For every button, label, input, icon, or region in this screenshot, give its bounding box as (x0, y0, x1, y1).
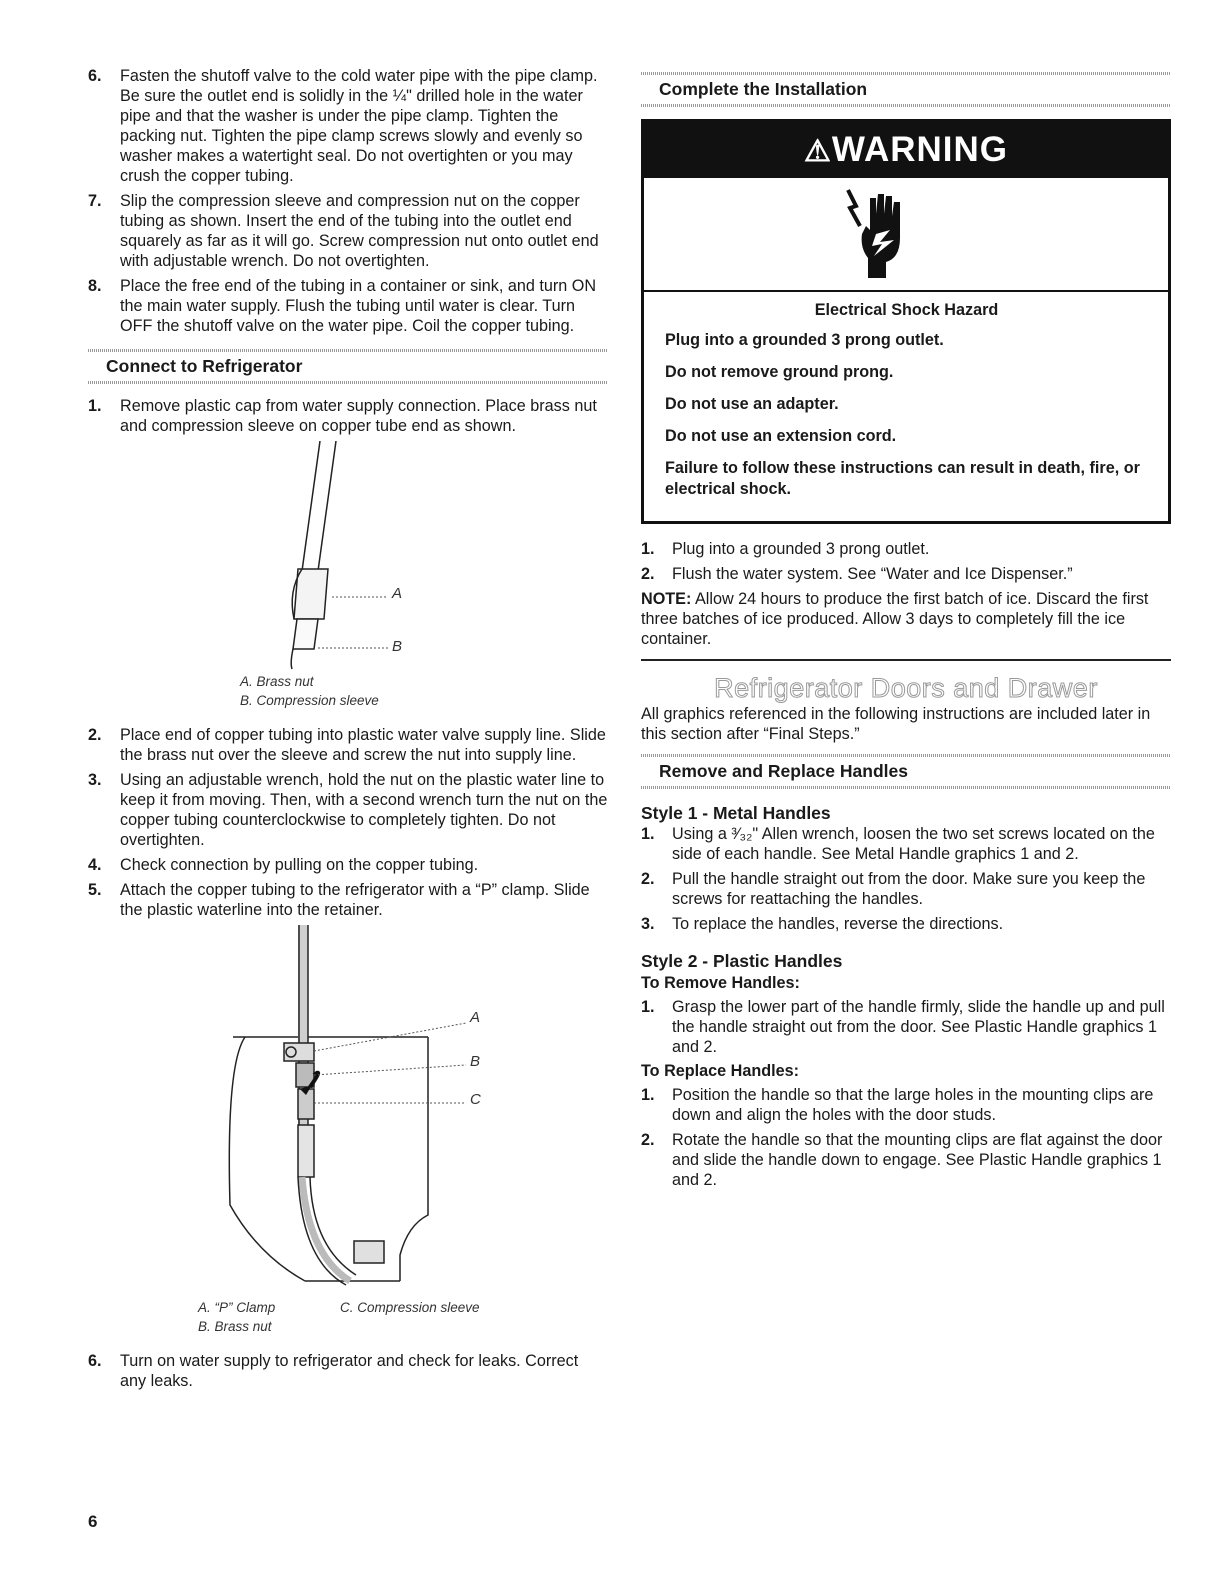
list-item (88, 1351, 608, 1391)
left-column (88, 0, 608, 1396)
warning-box (641, 119, 1171, 524)
step-list (641, 997, 1171, 1057)
step-list (88, 725, 608, 920)
figure-label-c: C (470, 1091, 481, 1108)
figure-p-clamp (88, 925, 608, 1343)
step-text: Slip the compression sleeve and compression nut on the copper tubing as shown. Insert the end of the tubing into the outlet end squarely as far as it will go. Screw compression nut onto outlet end with adjustable wrench. Do not overtighten. (120, 192, 599, 270)
figure-caption-a: A. Brass nut (240, 674, 314, 689)
warning-title: WARNING (831, 130, 1009, 169)
step-list (641, 539, 1171, 584)
list-item (641, 824, 1171, 864)
list-item (641, 564, 1171, 584)
note-label: NOTE: (641, 590, 692, 608)
step-text: Position the handle so that the large holes in the mounting clips are down and align the holes with the door studs. (672, 1086, 1154, 1124)
warning-triangle-icon: ⚠ (803, 135, 832, 168)
chapter-title: Refrigerator Doors and Drawer (714, 673, 1098, 703)
list-item (641, 997, 1171, 1057)
note-paragraph (641, 589, 1171, 649)
step-list (641, 824, 1171, 934)
figure-label-a: A (392, 585, 403, 602)
list-item (88, 770, 608, 850)
list-item (88, 396, 608, 436)
step-text: Remove plastic cap from water supply connection. Place brass nut and compression sleeve on copper tube end as shown. (120, 397, 597, 435)
electric-shock-hand-icon (840, 186, 930, 282)
style1-title: Style 1 - Metal Handles (641, 803, 831, 823)
step-number: 5. (88, 881, 102, 899)
list-item (88, 276, 608, 336)
step-text: Turn on water supply to refrigerator and check for leaks. Correct any leaks. (120, 1352, 579, 1390)
list-item (641, 914, 1171, 934)
list-item (641, 1130, 1171, 1190)
figure-caption-c: C. Compression sleeve (340, 1300, 480, 1315)
page-number: 6 (88, 1512, 98, 1531)
warning-line: Do not use an adapter. (665, 395, 839, 413)
step-number: 1. (641, 540, 655, 558)
list-item (641, 1085, 1171, 1125)
step-number: 1. (641, 998, 655, 1016)
step-text: Rotate the handle so that the mounting clips are flat against the door and slide the handle down to engage. See Plastic Handle graphics 1 and 2. (672, 1131, 1163, 1189)
step-text: Pull the handle straight out from the door. Make sure you keep the screws for reattaching the handles. (672, 870, 1146, 908)
step-number: 2. (641, 565, 655, 583)
list-item (88, 880, 608, 920)
remove-title: To Remove Handles: (641, 974, 800, 992)
figure-caption-a: A. “P” Clamp (198, 1300, 276, 1315)
step-number: 3. (88, 771, 102, 789)
figure-caption-b: B. Brass nut (198, 1319, 272, 1334)
list-item (641, 539, 1171, 559)
section-title-complete: Complete the Installation (659, 79, 868, 99)
list-item (641, 869, 1171, 909)
step-number: 6. (88, 67, 102, 85)
figure-label-b: B (392, 638, 403, 655)
section-title-connect: Connect to Refrigerator (106, 356, 303, 376)
warning-line: Plug into a grounded 3 prong outlet. (665, 331, 944, 349)
step-text: Flush the water system. See “Water and Ice Dispenser.” (672, 565, 1073, 583)
step-number: 2. (88, 726, 102, 744)
step-list (641, 1085, 1171, 1190)
warning-line: Do not remove ground prong. (665, 363, 894, 381)
list-item (88, 66, 608, 186)
step-text: To replace the handles, reverse the directions. (672, 915, 1004, 933)
figure-brass-nut (88, 441, 608, 713)
hazard-title: Electrical Shock Hazard (814, 301, 999, 319)
step-number: 2. (641, 1131, 655, 1149)
figure-label-b: B (470, 1053, 481, 1070)
step-text: Place end of copper tubing into plastic water valve supply line. Slide the brass nut over the sleeve and screw the nut into supply line. (120, 726, 606, 764)
figure-label-a: A (470, 1009, 481, 1026)
step-list (88, 1351, 608, 1391)
step-text: Plug into a grounded 3 prong outlet. (672, 540, 930, 558)
warning-lines (665, 330, 1148, 500)
step-number: 3. (641, 915, 655, 933)
warning-line: Do not use an extension cord. (665, 427, 897, 445)
step-text: Check connection by pulling on the copper tubing. (120, 856, 479, 874)
intro-paragraph: All graphics referenced in the following instructions are included later in this section after “Final Steps.” (641, 705, 1151, 743)
step-number: 1. (641, 825, 655, 843)
step-number: 4. (88, 856, 102, 874)
right-column (641, 0, 1171, 1195)
step-number: 6. (88, 1352, 102, 1370)
list-item (88, 725, 608, 765)
section-title-handles: Remove and Replace Handles (659, 761, 908, 781)
step-list (88, 66, 608, 336)
step-text: Fasten the shutoff valve to the cold water pipe with the pipe clamp. Be sure the outlet end is solidly in the ¼" drilled hole in the water pipe and that the washer is under the pipe clamp. Tighten the packing nut. Tighten the pipe clamp screws slowly and evenly so washer makes a watertight seal. Do not overtighten or you may crush the copper tubing. (120, 67, 598, 185)
step-text: Using a ³⁄₃₂" Allen wrench, loosen the two set screws located on the side of each handle. See Metal Handle graphics 1 and 2. (672, 825, 1155, 863)
warning-line: Failure to follow these instructions can result in death, fire, or electrical shock. (665, 459, 1140, 498)
step-text: Using an adjustable wrench, hold the nut on the plastic water line to keep it from moving. Then, with a second wrench turn the nut on the copper tubing counterclockwise to completely tighten. Do not overtighten. (120, 771, 608, 849)
step-number: 7. (88, 192, 102, 210)
replace-title: To Replace Handles: (641, 1062, 800, 1080)
step-text: Place the free end of the tubing in a container or sink, and turn ON the main water supply. Flush the tubing until water is clear. Turn OFF the shutoff valve on the water pipe. Coil the copper tubing. (120, 277, 597, 335)
warning-header (644, 122, 1168, 178)
step-list (88, 396, 608, 436)
figure-caption-b: B. Compression sleeve (240, 693, 379, 708)
style2-title: Style 2 - Plastic Handles (641, 951, 843, 971)
note-text: Allow 24 hours to produce the first batch of ice. Discard the first three batches of ice produced. Allow 3 days to completely fill the ice container. (641, 590, 1149, 648)
step-number: 2. (641, 870, 655, 888)
list-item (88, 855, 608, 875)
step-number: 1. (88, 397, 102, 415)
list-item (88, 191, 608, 271)
step-text: Attach the copper tubing to the refrigerator with a “P” clamp. Slide the plastic waterline into the retainer. (120, 881, 590, 919)
step-number: 1. (641, 1086, 655, 1104)
step-text: Grasp the lower part of the handle firmly, slide the handle up and pull the handle straight out from the door. See Plastic Handle graphics 1 and 2. (672, 998, 1165, 1056)
step-number: 8. (88, 277, 102, 295)
